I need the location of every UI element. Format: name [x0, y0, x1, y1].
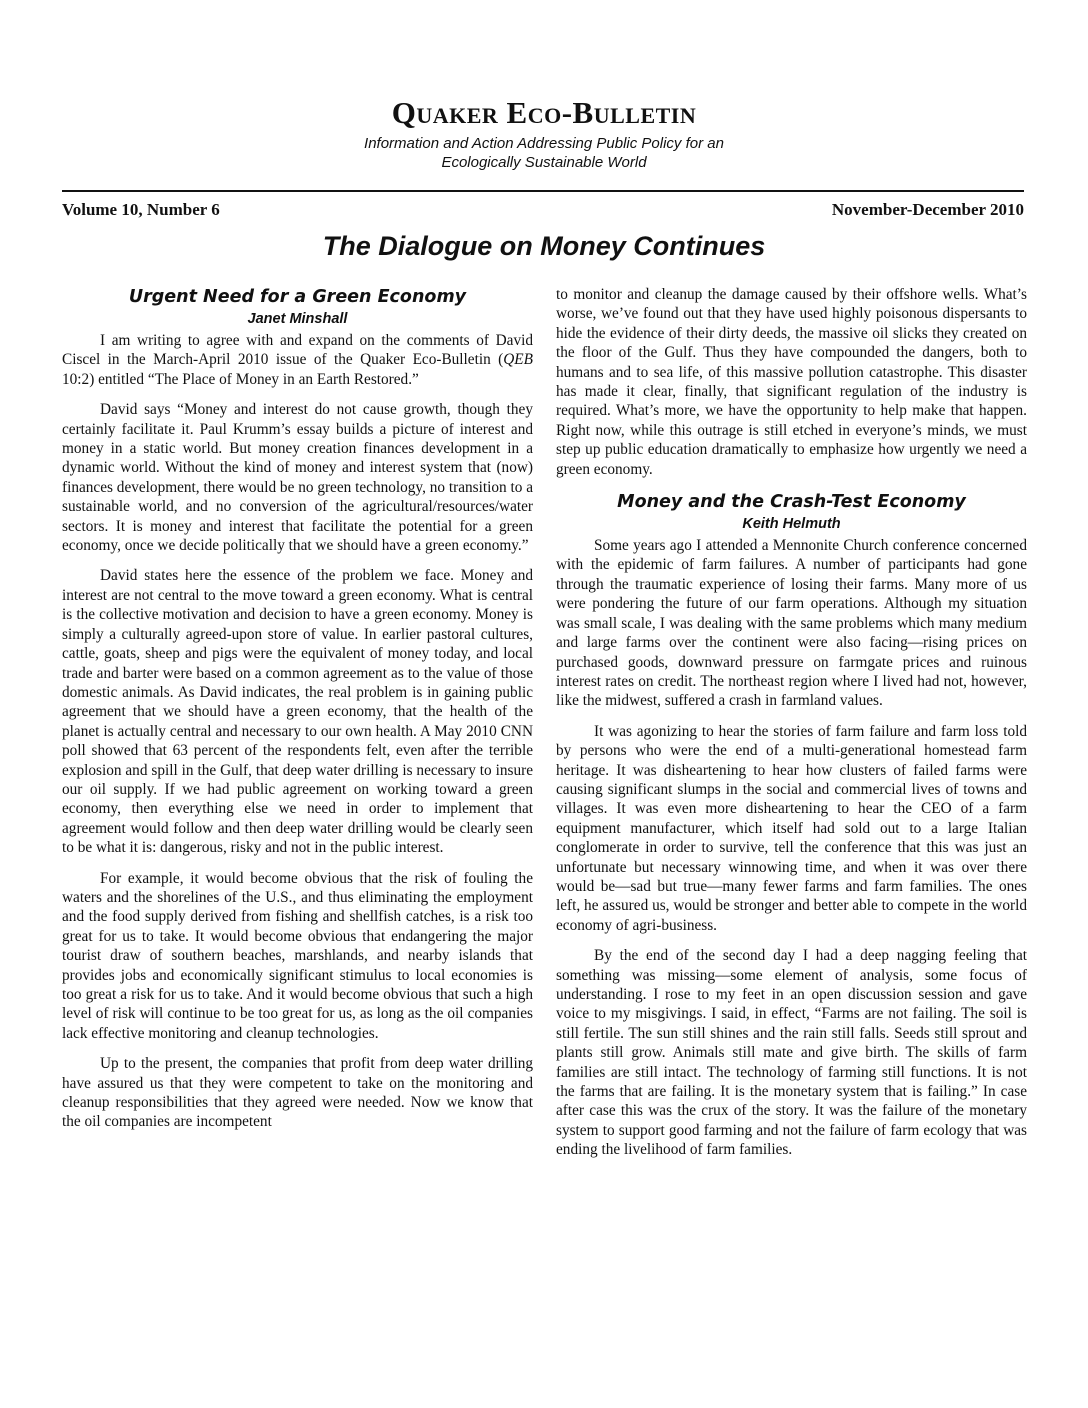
article-2-author: Keith Helmuth: [742, 516, 841, 533]
article-1-paragraph-5: Up to the present, the companies that profit from deep water drilling have assured us that they were competent to take on the monitoring and cleanup responsibilities that they agreed were needed. Now we know that the oil companies are incompetent: [62, 1055, 533, 1131]
publication-title: Quaker Eco-Bulletin: [391, 95, 697, 130]
paragraph-text: 10:2) entitled “The Place of Money in an Earth Restored.”: [62, 370, 419, 388]
volume-number: Volume 10, Number 6: [62, 200, 220, 219]
article-1-paragraph-4: For example, it would become obvious that the risk of fouling the waters and the shorelines of the U.S., and thus eliminating the employment and the food supply derived from fishing and shellfish catches, is a risk too great for us to take. It would become obvious that endangering the major tourist draw of southern beaches, marshlands, and nearby islands that provides jobs and economically significant stimulus to local economies is too great a risk for us to take. And it would become obvious that such a high level of risk will continue to be too great for us, as long as the oil companies lack effective monitoring and cleanup technologies.: [62, 869, 533, 1042]
article-1-title: Urgent Need for a Green Economy: [128, 287, 467, 307]
article-2-paragraph-3: By the end of the second day I had a deep nagging feeling that something was missing—some element of analysis, some focus of understanding. I rose to my feet in an open discussion session and gave voice to my misgivings. I said, in effect, “Farms are not failing. The soil is still fertile. The sun still shines and the rain still falls. Seeds still sprout and plants still grow. Animals still mate and give birth. The skills of farm families are still intact. The technology of farming still functions. It is not the farms that are failing. It is the monetary system that is failing.” In case after case this was the crux of the story. It was the failure of the monetary system to support good farming and not the failure of farm ecology that was ending the livelihood of farm families.: [556, 947, 1027, 1159]
paragraph-text: I am writing to agree with and expand on the comments of David Ciscel in the March-April 2010 issue of the Quaker Eco-Bulletin (: [62, 332, 533, 369]
issue-title: The Dialogue on Money Continues: [322, 231, 766, 261]
masthead-rule: [62, 190, 1024, 192]
subtitle-line-1: Information and Action Addressing Public Policy for an: [364, 135, 724, 152]
article-2-paragraph-1: Some years ago I attended a Mennonite Church conference concerned with the epidemic of farm failures. A number of participants had gone through the traumatic experience of losing their farms. Many more of us were pondering the future of our farm operations. Although my situation was small scale, I was dealing with the same problems which many medium and large farms over the continent were also facing—rising prices on purchased goods, downward pressure on farmgate prices and ruinous interest rates on credit. The northeast region where I lived had not, however, like the midwest, suffered a crash in farmland values.: [556, 537, 1027, 710]
publication-subtitle: [0, 134, 1088, 172]
article-1-paragraph-5-continued: to monitor and cleanup the damage caused by their offshore wells. What’s worse, we’ve found out that they have used highly poisonous dispersants to hide the evidence of their dirty deeds, the massive oil slicks they created on the floor of the Gulf. Thus they have compounded the dangers, both to humans and to sea life, of this massive pollution catastrophe. This disaster has made it clear, finally, that significant regulation of the industry is required. What’s more, we have the opportunity to help make that happen. Right now, while this outrage is still etched in everyone’s minds, we must step up public education dramatically to emphasize how urgently we need a green economy.: [556, 286, 1027, 478]
article-1-paragraph-1: [62, 331, 533, 389]
masthead: [0, 94, 1088, 172]
issue-date: November-December 2010: [831, 200, 1024, 219]
article-1-paragraph-2: David says “Money and interest do not cause growth, though they certainly facilitate it. Paul Krumm’s essay builds a picture of interest and money in a static world. But money creation finances development in a dynamic world. Without the kind of money and interest system that (now) finances development, there would be no green technology, no transition to a sustainable world, and no conversion of the agricultural/resources/water sectors. It is money and interest that facilitate the potential for a green economy, once we decide politically that we should have a green economy.”: [62, 401, 533, 555]
article-2-title: Money and the Crash-Test Economy: [617, 492, 966, 513]
article-1-paragraph-3: David states here the essence of the problem we face. Money and interest are not central to the move toward a green economy. What is central is the collective motivation and decision to have a green economy. Money is simply a culturally agreed-upon store of value. In earlier pastoral cultures, cattle, goats, sheep and pigs were the equivalent of money today, and local trade and barter were based on a common agreement as to the value of those domestic animals. As David indicates, the real problem is in gaining public agreement that we should have a green economy, that the health of the planet is actually central and necessary to our own health. A May 2010 CNN poll showed that 63 percent of the respondents felt, even after the terrible explosion and spill in the Gulf, that deep water drilling is necessary to insure our oil supply. If we had public agreement on working toward a green economy, then everything else we need in order to implement that agreement would follow and then deep water drilling would be clearly seen to be what it is: dangerous, risky and not in the public interest.: [62, 567, 533, 857]
issue-line: [62, 200, 1024, 220]
qeb-abbreviation: QEB: [503, 351, 533, 369]
right-column: [556, 285, 1027, 1171]
left-column: [62, 285, 533, 1143]
article-2-paragraph-2: It was agonizing to hear the stories of farm failure and farm loss told by persons who were the end of a multi-generational homestead farm heritage. It was disheartening to hear how clusters of failed farms were causing significant slumps in the social and commercial lives of towns and villages. It was even more disheartening to hear the CEO of a farm equipment manufacturer, which itself had sold out to a large Italian conglomerate in order to survive, tell the conference that this was just an unfortunate but necessary winnowing time, and when it was over there would be—sad but true—many fewer farms and farm families. The ones left, he assured us, would be stronger and better able to compete in the world economy of agri-business.: [556, 722, 1027, 934]
article-1-author: Janet Minshall: [247, 311, 348, 327]
subtitle-line-2: Ecologically Sustainable World: [441, 154, 647, 171]
